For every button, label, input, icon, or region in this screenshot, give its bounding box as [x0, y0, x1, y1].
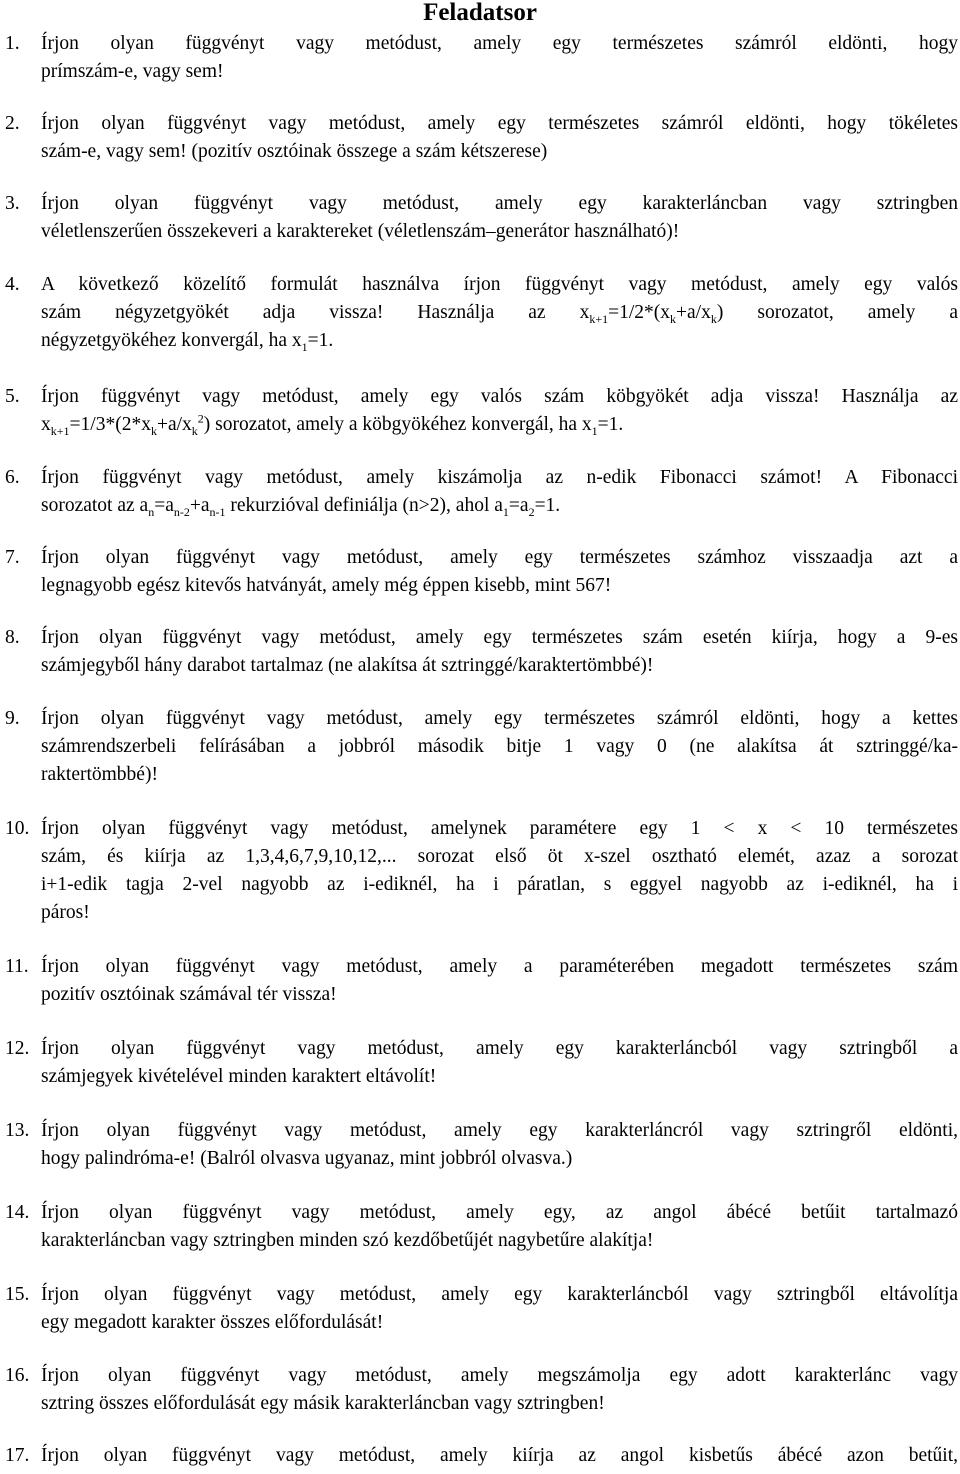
exercise-text: [41, 624, 958, 680]
exercise-line: sztring összes előfordulását egy másik karakterláncban vagy sztringben!: [41, 1393, 605, 1414]
exercise-number: 17.: [5, 1445, 30, 1466]
exercise-number: 12.: [5, 1038, 30, 1059]
exercise-number: 9.: [5, 708, 20, 729]
exercise-number: 14.: [5, 1202, 30, 1223]
exercise-line: négyzetgyökéhez konvergál, ha $x_1=1$.: [41, 330, 334, 354]
exercise-line: i+1-edik tagja 2-vel nagyobb az i-ediknél, ha i páratlan, s eggyel nagyobb az i-ediknél, ha i: [41, 874, 958, 895]
exercise-line: Írjon olyan függvényt vagy metódust, amely egy karakterláncról vagy sztringről eldönti,: [41, 1120, 958, 1141]
exercise-line: Írjon olyan függvényt vagy metódust, amelynek paramétere egy 1 < x < 10 természetes: [41, 818, 958, 839]
exercise-line: Írjon olyan függvényt vagy metódust, amely megszámolja egy adott karakterlánc vagy: [41, 1365, 958, 1386]
exercise-text: [41, 1035, 958, 1091]
exercise-number: 11.: [5, 956, 29, 977]
exercise-line: Írjon olyan függvényt vagy metódust, amely egy karakterláncból vagy sztringből eltávolítja: [41, 1284, 958, 1305]
exercise-text: [41, 1281, 958, 1337]
exercise-text: [41, 953, 958, 1009]
exercise-line: véletlenszerűen összekeveri a karaktereket (véletlenszám–generátor használható)!: [41, 221, 680, 242]
exercise-text: [41, 544, 958, 600]
exercise-line: Írjon olyan függvényt vagy metódust, amely egy természetes számról eldönti, hogy a kettes: [41, 708, 958, 729]
exercise-line: Írjon függvényt vagy metódust, amely egy valós szám köbgyökét adja vissza! Használja az: [41, 386, 958, 407]
exercise-number: 10.: [5, 818, 30, 839]
exercise-text: [41, 271, 958, 355]
exercise-line: Írjon olyan függvényt vagy metódust, amely egy természetes számról eldönti, hogy tökéletes: [41, 113, 958, 134]
exercise-text: [41, 705, 958, 789]
exercise-text: [41, 1442, 958, 1470]
document-title: Feladatsor: [423, 0, 537, 26]
exercise-number: 3.: [5, 193, 20, 214]
exercise-line: Írjon olyan függvényt vagy metódust, amely egy természetes számról eldönti, hogy: [41, 33, 958, 54]
exercise-number: 5.: [5, 386, 20, 407]
exercise-text: [41, 1362, 958, 1418]
exercise-text: [41, 30, 958, 86]
exercise-line: Írjon olyan függvényt vagy metódust, amely egy karakterláncban vagy sztringben: [41, 193, 958, 214]
exercise-number: 7.: [5, 547, 20, 568]
exercise-line: pozitív osztóinak számával tér vissza!: [41, 984, 337, 1005]
exercise-line: A következő közelítő formulát használva írjon függvényt vagy metódust, amely egy valós: [41, 274, 958, 295]
exercise-line: $x_{k+1}=1/3*(2*x_k+a/x_k^2)$ sorozatot, amely a köbgyökéhez konvergál, ha $x_1=1$.: [41, 411, 624, 438]
exercise-number: 15.: [5, 1284, 30, 1305]
exercise-number: 4.: [5, 274, 20, 295]
exercise-number: 13.: [5, 1120, 30, 1141]
exercise-line: raktertömbbé)!: [41, 764, 158, 785]
exercise-number: 1.: [5, 33, 20, 54]
exercise-line: Írjon olyan függvényt vagy metódust, amely kiírja az angol kisbetűs ábécé azon betűit,: [41, 1445, 958, 1466]
exercise-text: [41, 383, 958, 439]
exercise-text: [41, 1117, 958, 1173]
exercise-line: Írjon olyan függvényt vagy metódust, amely egy, az angol ábécé betűit tartalmazó: [41, 1202, 958, 1223]
exercise-line: szám négyzetgyökét adja vissza! Használja az $x_{k+1}=1/2*(x_k+a/x_k)$ sorozatot, amely a: [41, 302, 958, 326]
exercise-line: számjegyek kivételével minden karaktert eltávolít!: [41, 1066, 437, 1087]
exercise-line: Írjon olyan függvényt vagy metódust, amely a paraméterében megadott természetes szám: [41, 956, 958, 977]
exercise-line: Írjon olyan függvényt vagy metódust, amely egy természetes szám esetén kiírja, hogy a 9-es: [41, 627, 958, 648]
exercise-line: Írjon olyan függvényt vagy metódust, amely egy természetes számhoz visszaadja azt a: [41, 547, 958, 568]
exercise-text: [41, 110, 958, 166]
exercise-line: karakterláncban vagy sztringben minden szó kezdőbetűjét nagybetűre alakítja!: [41, 1230, 654, 1251]
exercise-line: szám, és kiírja az 1,3,4,6,7,9,10,12,... sorozat első öt x-szel osztható elemét, azaz a sorozat: [41, 846, 958, 867]
exercise-line: Írjon olyan függvényt vagy metódust, amely egy karakterláncból vagy sztringből a: [41, 1038, 958, 1059]
exercise-line: hogy palindróma-e! (Balról olvasva ugyanaz, mint jobbról olvasva.): [41, 1148, 573, 1169]
exercise-line: prímszám-e, vagy sem!: [41, 61, 224, 82]
exercise-text: [41, 1199, 958, 1255]
exercise-text: [41, 815, 958, 927]
exercise-number: 6.: [5, 467, 20, 488]
exercise-line: páros!: [41, 902, 90, 923]
exercise-text: [41, 464, 958, 520]
exercise-line: számrendszerbeli felírásában a jobbról második bitje 1 vagy 0 (ne alakítsa át sztringgé/ka-: [41, 736, 958, 757]
exercise-number: 2.: [5, 113, 20, 134]
exercise-line: sorozatot az $a_n=a_{n-2}+a_{n-1}$ rekurzióval definiálja (n>2), ahol $a_1=a_2=1$.: [41, 495, 561, 519]
exercise-text: [41, 190, 958, 246]
exercise-line: Írjon függvényt vagy metódust, amely kiszámolja az n-edik Fibonacci számot! A Fibonacci: [41, 467, 958, 488]
exercise-line: egy megadott karakter összes előfordulását!: [41, 1312, 384, 1333]
exercise-number: 8.: [5, 627, 20, 648]
exercise-line: szám-e, vagy sem! (pozitív osztóinak összege a szám kétszerese): [41, 141, 548, 162]
exercise-line: legnagyobb egész kitevős hatványát, amely még éppen kisebb, mint 567!: [41, 575, 612, 596]
exercise-number: 16.: [5, 1365, 30, 1386]
exercise-line: számjegyből hány darabot tartalmaz (ne alakítsa át sztringgé/karaktertömbbé)!: [41, 655, 654, 676]
